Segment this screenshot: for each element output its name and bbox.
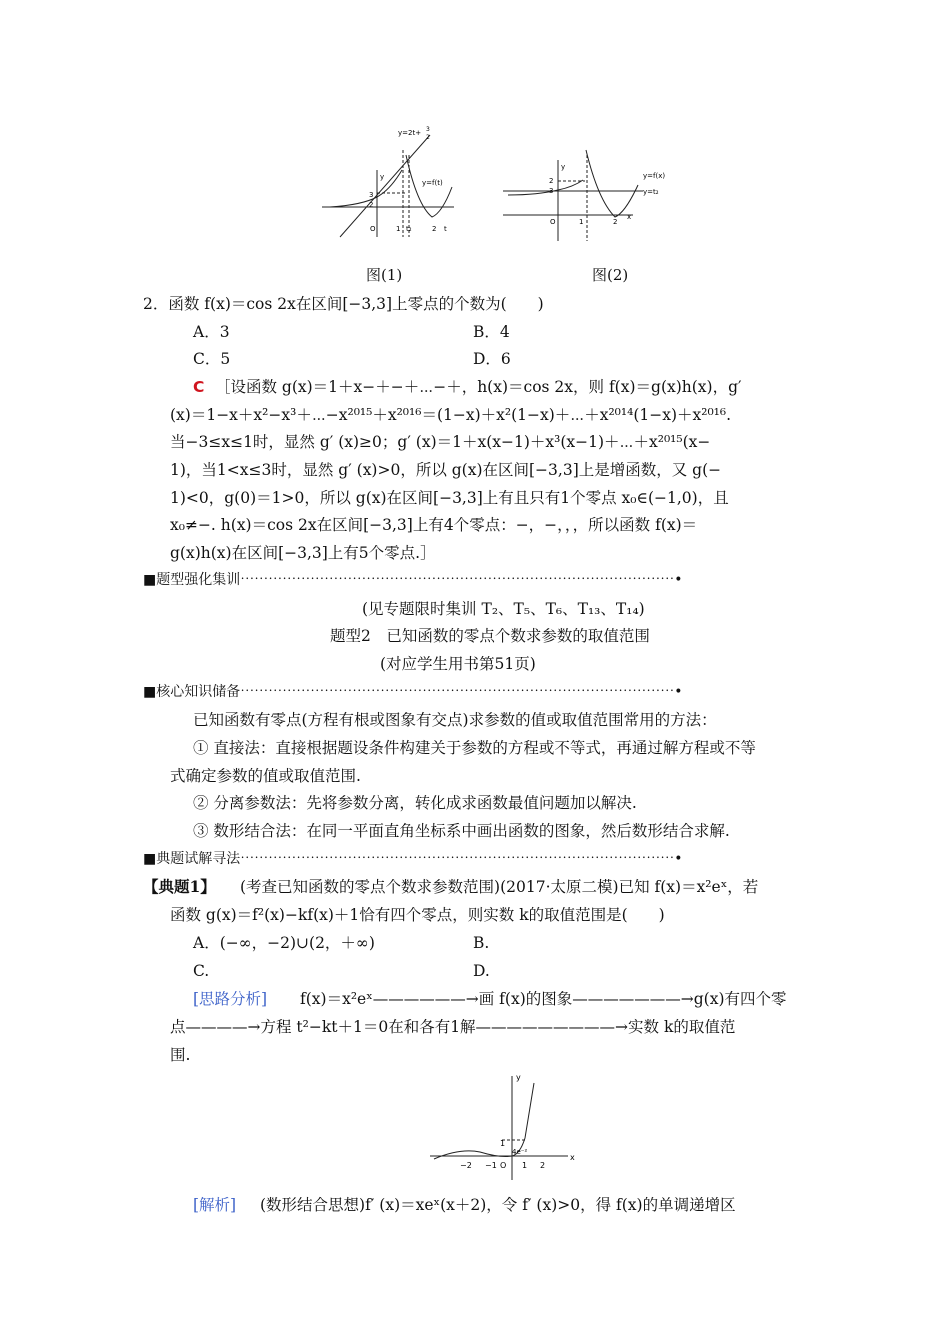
fig2-right-curve <box>586 150 638 217</box>
method-3: ③ 数形结合法：在同一平面直角坐标系中画出函数的图象，然后数形结合求解. <box>193 822 730 840</box>
example-label: 【典题1】 <box>143 877 216 896</box>
choice-c: C．5 <box>193 350 231 368</box>
svg-text:x: x <box>627 213 632 221</box>
svg-text:t₂: t₂ <box>406 225 412 233</box>
example-choice-c: C. <box>193 962 210 980</box>
section-header-knowledge: ■核心知识储备⋯⋯⋯⋯⋯⋯⋯⋯⋯⋯⋯⋯⋯⋯⋯⋯⋯⋯⋯⋯⋯⋯⋯⋯⋯⋯⋯⋯⋯⋯⋯• <box>143 684 683 700</box>
answer-letter: C <box>193 378 205 396</box>
fig1-line <box>340 135 430 237</box>
choice-b: B．4 <box>473 323 510 341</box>
svg-text:y=t₂: y=t₂ <box>643 188 659 196</box>
analysis-line-1: f(x)＝x²eˣ——————→画 f(x)的图象———————→g(x)有四个零 <box>300 990 787 1008</box>
example-choice-d: D. <box>473 962 490 980</box>
solution-label: [解析] <box>193 1196 237 1214</box>
solution-line-2: (x)＝1−x＋x²−x³＋⋯−x²⁰¹⁵＋x²⁰¹⁶＝(1−x)＋x²(1−x)＋⋯＋x²⁰¹⁴(1−x)＋x²⁰¹⁶. <box>170 406 732 424</box>
svg-text:−2: −2 <box>460 1161 472 1170</box>
svg-text:3: 3 <box>426 126 430 133</box>
svg-text:1: 1 <box>522 1161 528 1170</box>
svg-text:y: y <box>516 1073 521 1082</box>
method-1-line-2: 式确定参数的值或取值范围. <box>170 767 361 785</box>
figure-1-graph <box>322 125 462 240</box>
method-1-line-1: ① 直接法：直接根据题设条件构建关于参数的方程或不等式，再通过解方程或不等 <box>193 739 756 757</box>
svg-text:4e⁻²: 4e⁻² <box>512 1148 528 1156</box>
example-line-1: (考查已知函数的零点个数求参数范围)(2017·太原二模)已知 f(x)＝x²eˣ，若 <box>240 878 759 896</box>
svg-text:2: 2 <box>432 225 437 233</box>
example-choice-b: B. <box>473 934 490 952</box>
figure-2-graph <box>503 145 673 245</box>
figure-2-caption: 图(2) <box>592 266 629 284</box>
solution-line-1: ［设函数 g(x)＝1＋x−＋−＋⋯−＋，h(x)＝cos 2x，则 f(x)＝g(x)h(x)，g′ <box>215 378 742 396</box>
svg-text:y: y <box>561 163 566 171</box>
question-2: 2．函数 f(x)＝cos 2x在区间[−3,3]上零点的个数为( ) <box>143 295 544 313</box>
section-header-practice: ■题型强化集训⋯⋯⋯⋯⋯⋯⋯⋯⋯⋯⋯⋯⋯⋯⋯⋯⋯⋯⋯⋯⋯⋯⋯⋯⋯⋯⋯⋯⋯⋯⋯• <box>143 572 683 588</box>
choice-a: A．3 <box>193 323 230 341</box>
svg-text:3: 3 <box>369 191 374 199</box>
practice-reference: (见专题限时集训 T₂、T₅、T₆、T₁₃、T₁₄) <box>362 600 645 618</box>
svg-text:1: 1 <box>579 218 584 226</box>
svg-text:O: O <box>550 218 556 226</box>
fig1-left-curve <box>330 170 402 207</box>
topic-title: 题型2 已知函数的零点个数求参数的取值范围 <box>330 627 650 645</box>
svg-text:1: 1 <box>396 225 401 233</box>
solution-line-4: 1)，当1<x≤3时，显然 g′ (x)>0，所以 g(x)在区间[−3,3]上是增函数，又 g(− <box>170 461 722 479</box>
svg-text:2: 2 <box>613 218 618 226</box>
svg-text:2: 2 <box>426 134 430 141</box>
figure-1-caption: 图(1) <box>366 266 403 284</box>
svg-text:2: 2 <box>540 1161 546 1170</box>
svg-text:3: 3 <box>549 187 554 195</box>
choice-d: D．6 <box>473 350 511 368</box>
fig1-curve-label: y=f(t) <box>422 179 443 187</box>
section-header-examples: ■典题试解寻法⋯⋯⋯⋯⋯⋯⋯⋯⋯⋯⋯⋯⋯⋯⋯⋯⋯⋯⋯⋯⋯⋯⋯⋯⋯⋯⋯⋯⋯⋯⋯• <box>143 851 683 867</box>
figure-3-graph <box>430 1068 580 1183</box>
svg-text:2: 2 <box>369 201 374 209</box>
svg-text:t: t <box>444 225 447 233</box>
solution-line-6: x₀≠−. h(x)＝cos 2x在区间[−3,3]上有4个零点：−，−，，，所以函数 f(x)＝ <box>170 516 698 534</box>
analysis-line-2: 点————→方程 t²−kt＋1＝0在和各有1解—————————→实数 k的取值范 <box>170 1018 736 1036</box>
analysis-label: [思路分析] <box>193 990 268 1008</box>
svg-text:−1: −1 <box>485 1161 497 1170</box>
svg-text:x: x <box>570 1153 575 1162</box>
knowledge-intro: 已知函数有零点(方程有根或图象有交点)求参数的值或取值范围常用的方法： <box>193 711 717 729</box>
solution-start: (数形结合思想)f′ (x)＝xeˣ(x＋2)，令 f′ (x)>0，得 f(x)的单调递增区 <box>260 1196 736 1214</box>
method-2: ② 分离参数法：先将参数分离，转化成求函数最值问题加以解决. <box>193 794 637 812</box>
fig2-left-curve <box>508 180 583 195</box>
solution-line-3: 当−3≤x≤1时，显然 g′ (x)≥0；g′ (x)＝1＋x(x−1)＋x³(x−1)＋⋯＋x²⁰¹⁵(x− <box>170 433 711 451</box>
solution-line-5: 1)<0，g(0)＝1>0，所以 g(x)在区间[−3,3]上有且只有1个零点 x₀∈(−1,0)，且 <box>170 489 729 507</box>
example-choice-a: A．(−∞，−2)∪(2，＋∞) <box>193 934 375 952</box>
example-line-2: 函数 g(x)＝f²(x)−kf(x)＋1恰有四个零点，则实数 k的取值范围是( ) <box>170 906 665 924</box>
fig1-line-label: y=2t+ <box>398 129 422 137</box>
svg-text:1: 1 <box>500 1139 506 1148</box>
svg-text:y: y <box>380 173 385 181</box>
svg-text:2: 2 <box>549 177 554 185</box>
svg-text:O: O <box>370 225 376 233</box>
svg-text:y=f(x): y=f(x) <box>643 172 666 180</box>
solution-line-7: g(x)h(x)在区间[−3,3]上有5个零点.］ <box>170 544 436 562</box>
svg-text:O: O <box>500 1161 507 1170</box>
analysis-line-3: 围. <box>170 1046 191 1064</box>
book-page-reference: (对应学生用书第51页) <box>380 655 536 673</box>
